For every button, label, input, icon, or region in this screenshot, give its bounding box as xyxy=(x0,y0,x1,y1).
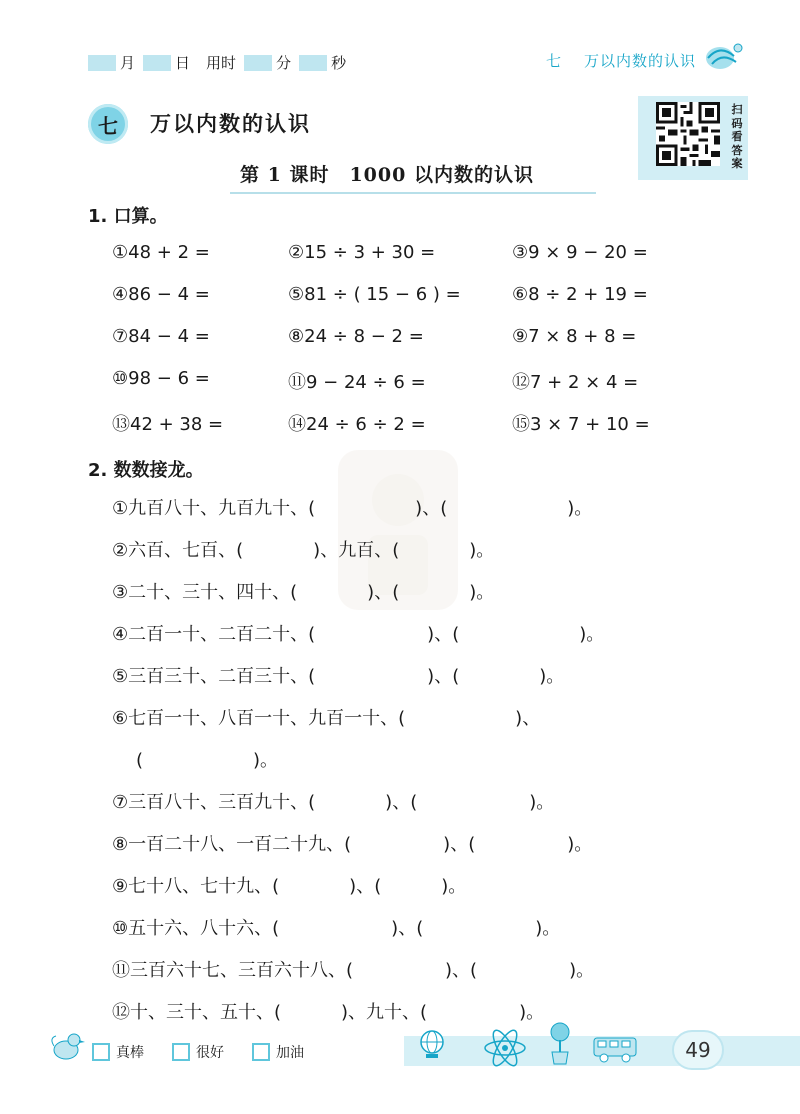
sequence-text: ( xyxy=(136,750,144,771)
sequence-text: )。 xyxy=(253,750,279,771)
calc-item: ⑥8 ÷ 2 + 19 = xyxy=(512,284,648,305)
sequence-text: ⑪三百六十七、三百六十八、( xyxy=(112,960,354,981)
sequence-text: )。 xyxy=(539,666,565,687)
sequence-row xyxy=(112,536,494,562)
sequence-text: ⑧一百二十八、一百二十九、( xyxy=(112,834,352,855)
sequence-text: )、( xyxy=(427,624,460,645)
calc-item: ⑦84 − 4 = xyxy=(112,326,210,347)
atom-decoration-icon xyxy=(482,1028,528,1068)
rating-great[interactable] xyxy=(92,1042,144,1062)
sequence-text: )、 xyxy=(515,708,541,729)
time-used-label: 用时 xyxy=(206,54,237,72)
qr-caption-char: 码 xyxy=(731,116,743,130)
sequence-text: )。 xyxy=(519,1002,545,1023)
qr-caption xyxy=(730,103,744,171)
sequence-text: ⑦三百八十、三百九十、( xyxy=(112,792,316,813)
rating-label: 真棒 xyxy=(116,1045,144,1061)
sequence-text: )、( xyxy=(443,834,476,855)
rating-label: 加油 xyxy=(276,1045,304,1061)
sequence-text: )、( xyxy=(427,666,460,687)
rating-label: 很好 xyxy=(196,1045,224,1061)
rating-keep-going[interactable] xyxy=(252,1042,304,1062)
qr-caption-char: 答 xyxy=(731,143,743,157)
calc-item: ⑮3 × 7 + 10 = xyxy=(512,414,650,435)
bird-decoration-icon xyxy=(48,1028,86,1064)
minute-label: 分 xyxy=(276,54,292,72)
month-blank[interactable] xyxy=(88,55,116,71)
qr-code-icon[interactable] xyxy=(656,102,720,166)
calc-item: ⑧24 ÷ 8 − 2 = xyxy=(288,326,424,347)
calc-item: ④86 − 4 = xyxy=(112,284,210,305)
plant-decoration-icon xyxy=(544,1020,576,1066)
sequence-row xyxy=(136,746,278,772)
calc-item: ⑨7 × 8 + 8 = xyxy=(512,326,637,347)
chapter-name: 万以内数的认识 xyxy=(583,52,696,70)
sequence-text: )、( xyxy=(391,918,424,939)
checkbox[interactable] xyxy=(172,1043,190,1061)
calc-item: ⑩98 − 6 = xyxy=(112,368,210,389)
sequence-text: ③二十、三十、四十、( xyxy=(112,582,298,603)
sequence-text: ②六百、七百、( xyxy=(112,540,244,561)
sequence-text: )、( xyxy=(385,792,418,813)
sequence-row xyxy=(112,620,604,646)
sequence-text: )。 xyxy=(579,624,605,645)
lesson-title: 第 1 课时 1000 以内数的认识 xyxy=(240,164,534,186)
sequence-text: )。 xyxy=(441,876,467,897)
qr-caption-char: 案 xyxy=(731,157,743,170)
sequence-text: ⑥七百一十、八百一十、九百一十、( xyxy=(112,708,406,729)
page-number: 49 xyxy=(672,1030,724,1070)
sequence-row xyxy=(112,494,592,520)
calc-item: ⑤81 ÷ ( 15 − 6 ) = xyxy=(288,284,461,305)
second-blank[interactable] xyxy=(299,55,327,71)
lesson-underline xyxy=(230,192,596,194)
section2-title: 2. 数数接龙。 xyxy=(88,460,204,481)
qr-caption-char: 看 xyxy=(731,130,743,143)
month-label: 月 xyxy=(120,54,136,72)
sequence-text: )。 xyxy=(567,834,593,855)
chapter-badge: 七 xyxy=(88,104,128,144)
sequence-text: )、( xyxy=(349,876,382,897)
sequence-text: )。 xyxy=(567,498,593,519)
sequence-text: )。 xyxy=(535,918,561,939)
sequence-text: ⑫十、三十、五十、( xyxy=(112,1002,282,1023)
sequence-row xyxy=(112,830,592,856)
chapter-title: 万以内数的认识 xyxy=(150,112,311,136)
section1-title: 1. 口算。 xyxy=(88,206,168,227)
sequence-text: )、( xyxy=(367,582,400,603)
rating-good[interactable] xyxy=(172,1042,224,1062)
sequence-row xyxy=(112,872,466,898)
date-time-record xyxy=(88,52,354,73)
sequence-text: ⑨七十八、七十九、( xyxy=(112,876,280,897)
sequence-text: )。 xyxy=(469,582,495,603)
minute-blank[interactable] xyxy=(244,55,272,71)
bus-decoration-icon xyxy=(592,1032,638,1064)
sequence-text: ⑩五十六、八十六、( xyxy=(112,918,280,939)
sequence-row xyxy=(112,662,564,688)
sequence-text: ⑤三百三十、二百三十、( xyxy=(112,666,316,687)
sequence-text: )、九十、( xyxy=(341,1002,428,1023)
sequence-text: ①九百八十、九百九十、( xyxy=(112,498,316,519)
calc-item: ⑬42 + 38 = xyxy=(112,414,224,435)
running-header xyxy=(546,50,696,71)
sequence-row xyxy=(112,788,554,814)
calc-item: ③9 × 9 − 20 = xyxy=(512,242,648,263)
sequence-text: )、( xyxy=(415,498,448,519)
leaf-decoration-icon xyxy=(700,38,744,74)
sequence-text: )。 xyxy=(529,792,555,813)
sequence-text: )、九百、( xyxy=(313,540,400,561)
chapter-number: 七 xyxy=(545,52,562,70)
calc-item: ①48 + 2 = xyxy=(112,242,210,263)
calc-item: ⑭24 ÷ 6 ÷ 2 = xyxy=(288,414,426,435)
sequence-row xyxy=(112,578,494,604)
calc-item: ⑫7 + 2 × 4 = xyxy=(512,372,639,393)
checkbox[interactable] xyxy=(252,1043,270,1061)
sequence-row xyxy=(112,914,560,940)
sequence-text: ④二百一十、二百二十、( xyxy=(112,624,316,645)
day-label: 日 xyxy=(175,54,191,72)
sequence-row xyxy=(112,998,544,1024)
day-blank[interactable] xyxy=(143,55,171,71)
sequence-row xyxy=(112,956,594,982)
checkbox[interactable] xyxy=(92,1043,110,1061)
calc-item: ②15 ÷ 3 + 30 = xyxy=(288,242,436,263)
sequence-text: )。 xyxy=(469,540,495,561)
globe-decoration-icon xyxy=(414,1024,454,1060)
calc-item: ⑪9 − 24 ÷ 6 = xyxy=(288,372,426,393)
second-label: 秒 xyxy=(331,54,347,72)
qr-caption-char: 扫 xyxy=(731,103,743,116)
sequence-text: )。 xyxy=(569,960,595,981)
sequence-text: )、( xyxy=(445,960,478,981)
sequence-row xyxy=(112,704,540,730)
